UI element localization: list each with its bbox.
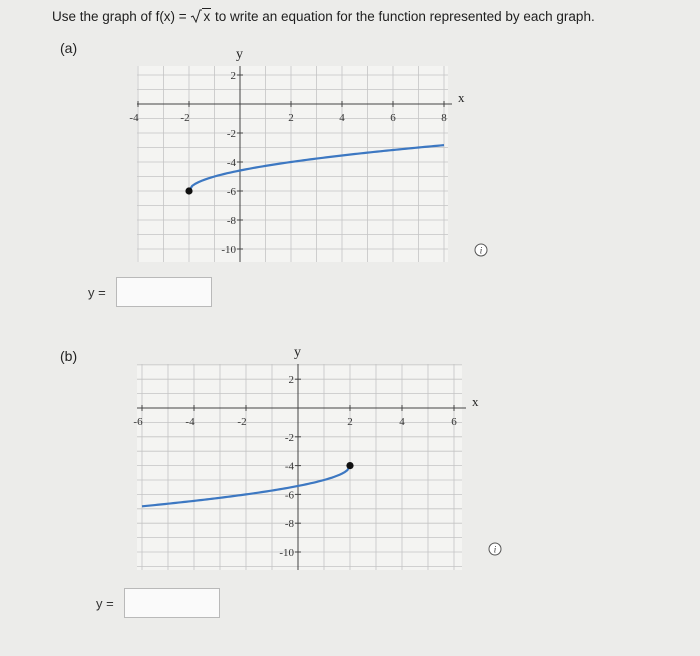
answer-input-a[interactable] — [116, 277, 212, 307]
x-tick-label: 4 — [399, 416, 405, 428]
sqrt-symbol-icon — [190, 9, 202, 23]
answer-row-b — [96, 588, 220, 618]
graph-b — [130, 342, 486, 574]
question-prefix: Use the graph of f(x) = — [52, 9, 191, 24]
y-tick-label: 2 — [230, 70, 236, 82]
info-circle-icon[interactable] — [488, 542, 502, 556]
x-tick-label: 6 — [390, 112, 396, 124]
y-axis-label: y — [236, 47, 243, 62]
answer-label-a: y = — [88, 284, 106, 300]
y-tick-label: -4 — [284, 460, 294, 473]
x-tick-label: -6 — [133, 416, 143, 428]
question-suffix: to write an equation for the function represented by each graph. — [211, 9, 595, 24]
x-tick-label: 6 — [451, 416, 457, 428]
grid — [137, 66, 448, 262]
info-circle-icon[interactable] — [474, 243, 488, 257]
x-axis-label: x — [472, 394, 479, 409]
grid — [137, 364, 462, 570]
x-tick-label: -4 — [129, 112, 139, 124]
part-b-label: (b) — [60, 348, 78, 364]
svg-text:i: i — [479, 245, 483, 256]
answer-label-b: y = — [96, 595, 114, 611]
y-tick-label: -8 — [284, 518, 294, 531]
answer-row-a — [88, 277, 212, 307]
x-tick-label: 4 — [339, 112, 345, 124]
y-tick-label: -6 — [284, 489, 294, 502]
y-tick-label: -10 — [279, 547, 294, 559]
curve-endpoint — [346, 462, 353, 469]
y-tick-label: -4 — [226, 157, 236, 169]
x-tick-label: -2 — [237, 416, 247, 428]
plot-area — [137, 364, 462, 570]
x-tick-label: 2 — [288, 112, 294, 124]
part-a-label: (a) — [60, 40, 78, 56]
y-tick-label: -8 — [226, 215, 236, 227]
y-axis-label: y — [294, 345, 301, 360]
curve-endpoint — [185, 187, 192, 194]
y-tick-label: 2 — [288, 374, 294, 387]
x-tick-label: -2 — [180, 112, 190, 124]
x-tick-label: 8 — [441, 112, 447, 124]
question-radicand: x — [203, 9, 211, 24]
graph-a — [100, 44, 470, 276]
y-tick-label: -6 — [226, 186, 236, 198]
y-tick-label: -10 — [221, 244, 236, 256]
y-tick-label: -2 — [284, 431, 294, 444]
question-text — [52, 9, 595, 24]
answer-input-b[interactable] — [124, 588, 220, 618]
x-tick-label: -4 — [185, 416, 195, 428]
y-tick-label: -2 — [226, 128, 236, 140]
svg-text:i: i — [493, 544, 497, 555]
x-axis-label: x — [458, 90, 465, 105]
x-tick-label: 2 — [347, 416, 353, 428]
plot-area — [137, 66, 448, 262]
